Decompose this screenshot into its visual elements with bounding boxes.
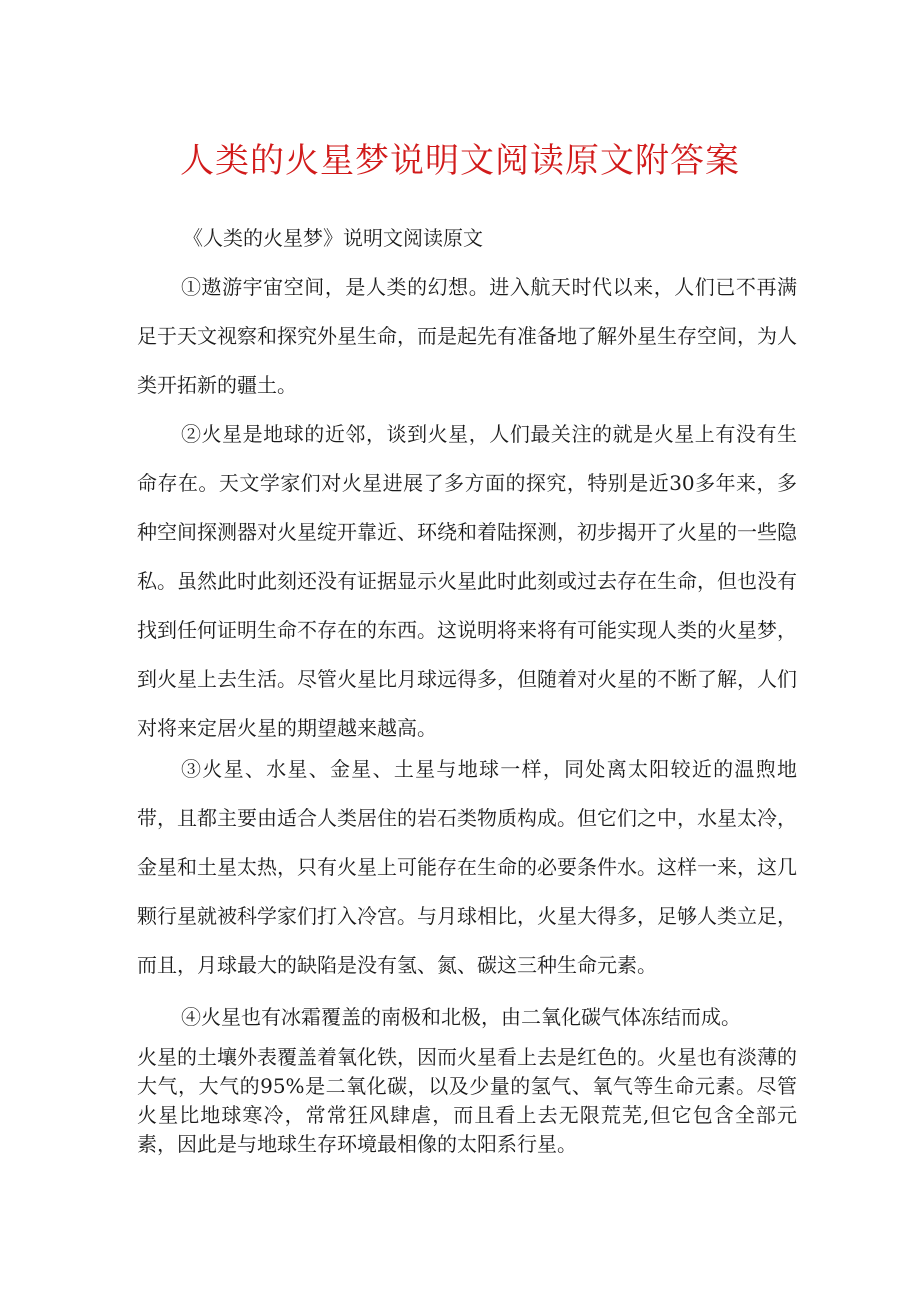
paragraph-2: ②火星是地球的近邻，谈到火星，人们最关注的就是火星上有没有生命存在。天文学家们对火星进展了多方面的探究，特别是近30多年来，多种空间探测器对火星绽开靠近、环绕和着陆探测，初步揭开了火星的一些隐私。虽然此时此刻还没有证据显示火星此时此刻或过去存在生命，但也没有找到任何证明生命不存在的东西。这说明将来将有可能实现人类的火星梦，到火星上去生活。尽管火星比月球远得多，但随着对火星的不断了解，人们对将来定居火星的期望越来越高。 <box>137 422 797 740</box>
paragraph-5: 火星的土壤外表覆盖着氧化铁，因而火星看上去是红色的。火星也有淡薄的大气，大气的95%是二氧化碳，以及少量的氢气、氧气等生命元素。尽管火星比地球寒冷，常常狂风肆虐，而且看上去无限荒芜,但它包含全部元素，因此是与地球生存环境最相像的太阳系行星。 <box>137 1045 797 1156</box>
paragraph-4: ④火星也有冰霜覆盖的南极和北极，由二氧化碳气体冻结而成。 <box>181 1005 741 1029</box>
paragraph-1: ①遨游宇宙空间，是人类的幻想。进入航天时代以来，人们已不再满足于天文视察和探究外星生命，而是起先有准备地了解外星生存空间，为人类开拓新的疆土。 <box>137 275 797 397</box>
paragraph-3: ③火星、水星、金星、土星与地球一样，同处离太阳较近的温煦地带，且都主要由适合人类居住的岩石类物质构成。但它们之中，水星太冷，金星和土星太热，只有火星上可能存在生命的必要条件水。这样一来，这几颗行星就被科学家们打入冷宫。与月球相比，火星大得多，足够人类立足，而且，月球最大的缺陷是没有氢、氮、碳这三种生命元素。 <box>137 757 797 977</box>
document-title: 人类的火星梦说明文阅读原文附答案 <box>180 141 740 181</box>
document-subtitle: 《人类的火星梦》说明文阅读原文 <box>183 226 483 250</box>
